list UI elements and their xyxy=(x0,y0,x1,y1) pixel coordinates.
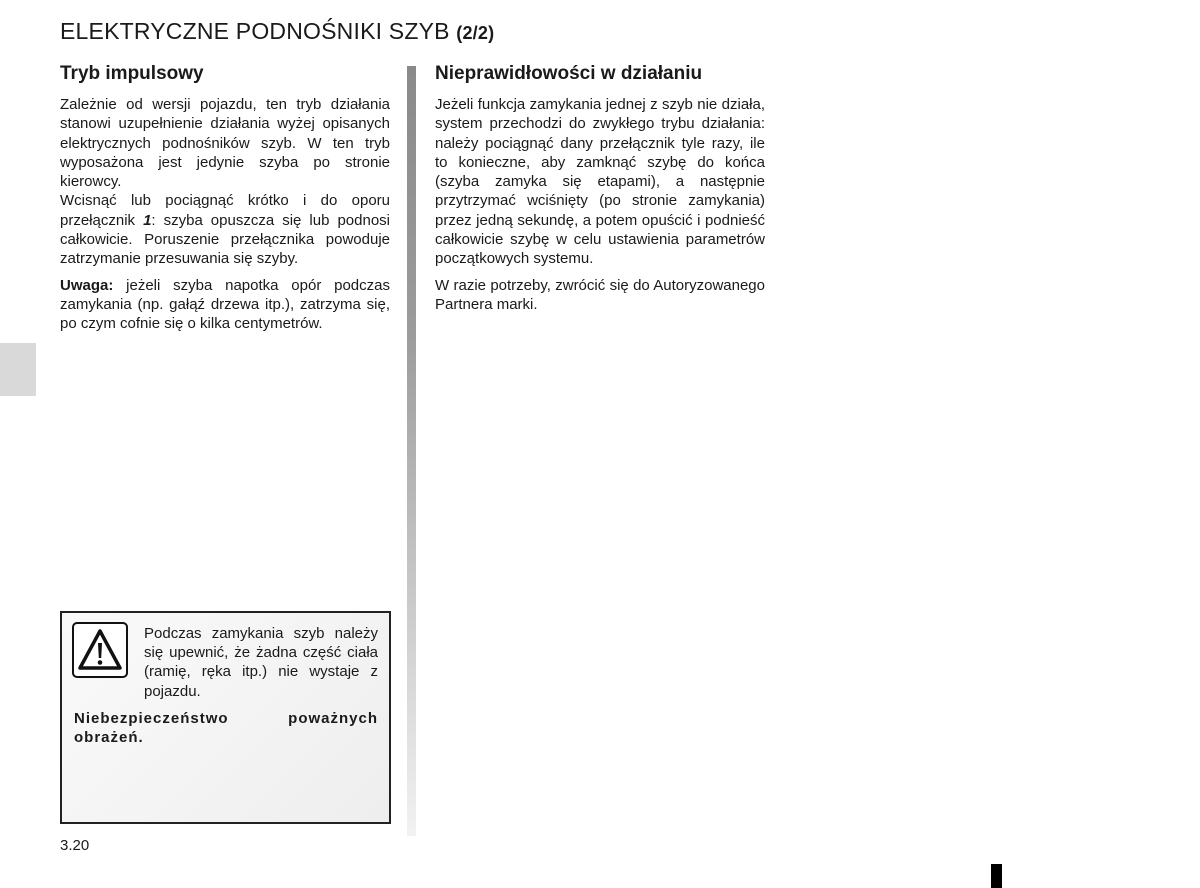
warning-triangle-icon xyxy=(72,622,128,678)
warning-text: Podczas zamykania szyb należy się upewnić, że żadna część ciała (ramię, ręka itp.) nie wystaje z pojazdu. xyxy=(144,625,378,700)
paragraph xyxy=(60,95,390,269)
section-heading-impulse-mode: Tryb impulsowy xyxy=(60,63,204,84)
paragraph-text: : szyba opuszcza się lub podnosi całkowicie. Poruszenie przełącznika powoduje zatrzymanie przesuwania się szyby. xyxy=(60,211,390,268)
note-text: jeżeli szyba napotka opór podczas zamykania (np. gałąź drzewa itp.), zatrzyma się, po czym cofnie się o kilka centymetrów. xyxy=(60,276,390,333)
warning-box xyxy=(60,611,391,824)
warning-triangle-icon-graphic xyxy=(77,627,123,673)
note-paragraph xyxy=(60,276,390,334)
paragraph: W razie potrzeby, zwrócić się do Autoryzowanego Partnera marki. xyxy=(435,276,765,313)
right-column xyxy=(435,62,765,321)
corner-mark xyxy=(991,864,1002,888)
warning-danger-text: Niebezpieczeństwo poważnych obrażeń. xyxy=(74,710,378,747)
left-column xyxy=(60,62,390,341)
note-label: Uwaga: xyxy=(60,276,114,294)
section-heading-malfunctions: Nieprawidłowości w działaniu xyxy=(435,63,703,84)
page-title xyxy=(60,18,494,45)
paragraph-text: Wcisnąć lub pociągnąć krótko i do oporu przełącznik xyxy=(60,192,390,229)
paragraph-text: Zależnie od wersji pojazdu, ten tryb działania stanowi uzupełnienie działania wyżej opisanych elektrycznych podnośników szyb. W ten tryb wyposażona jest jedynie szyba po stronie kierowcy. xyxy=(60,96,390,191)
page-title-part: (2/2) xyxy=(456,23,495,43)
page-number: 3.20 xyxy=(60,837,90,854)
chapter-side-tab xyxy=(0,343,36,396)
paragraph: Jeżeli funkcja zamykania jednej z szyb nie działa, system przechodzi do zwykłego trybu działania: należy pociągnąć dany przełącznik tyle razy, ile to konieczne, aby zamknąć szybę do końca (szyba zamyka się etapami), a następnie przytrzymać wciśnięty (po stronie zamykania) przez jedną sekundę, a potem opuścić i podnieść całkowicie szybę w celu ustawienia parametrów początkowych systemu. xyxy=(435,96,765,268)
column-separator xyxy=(407,66,416,836)
switch-number: 1 xyxy=(143,211,152,229)
page-title-text: ELEKTRYCZNE PODNOŚNIKI SZYB xyxy=(60,18,450,44)
